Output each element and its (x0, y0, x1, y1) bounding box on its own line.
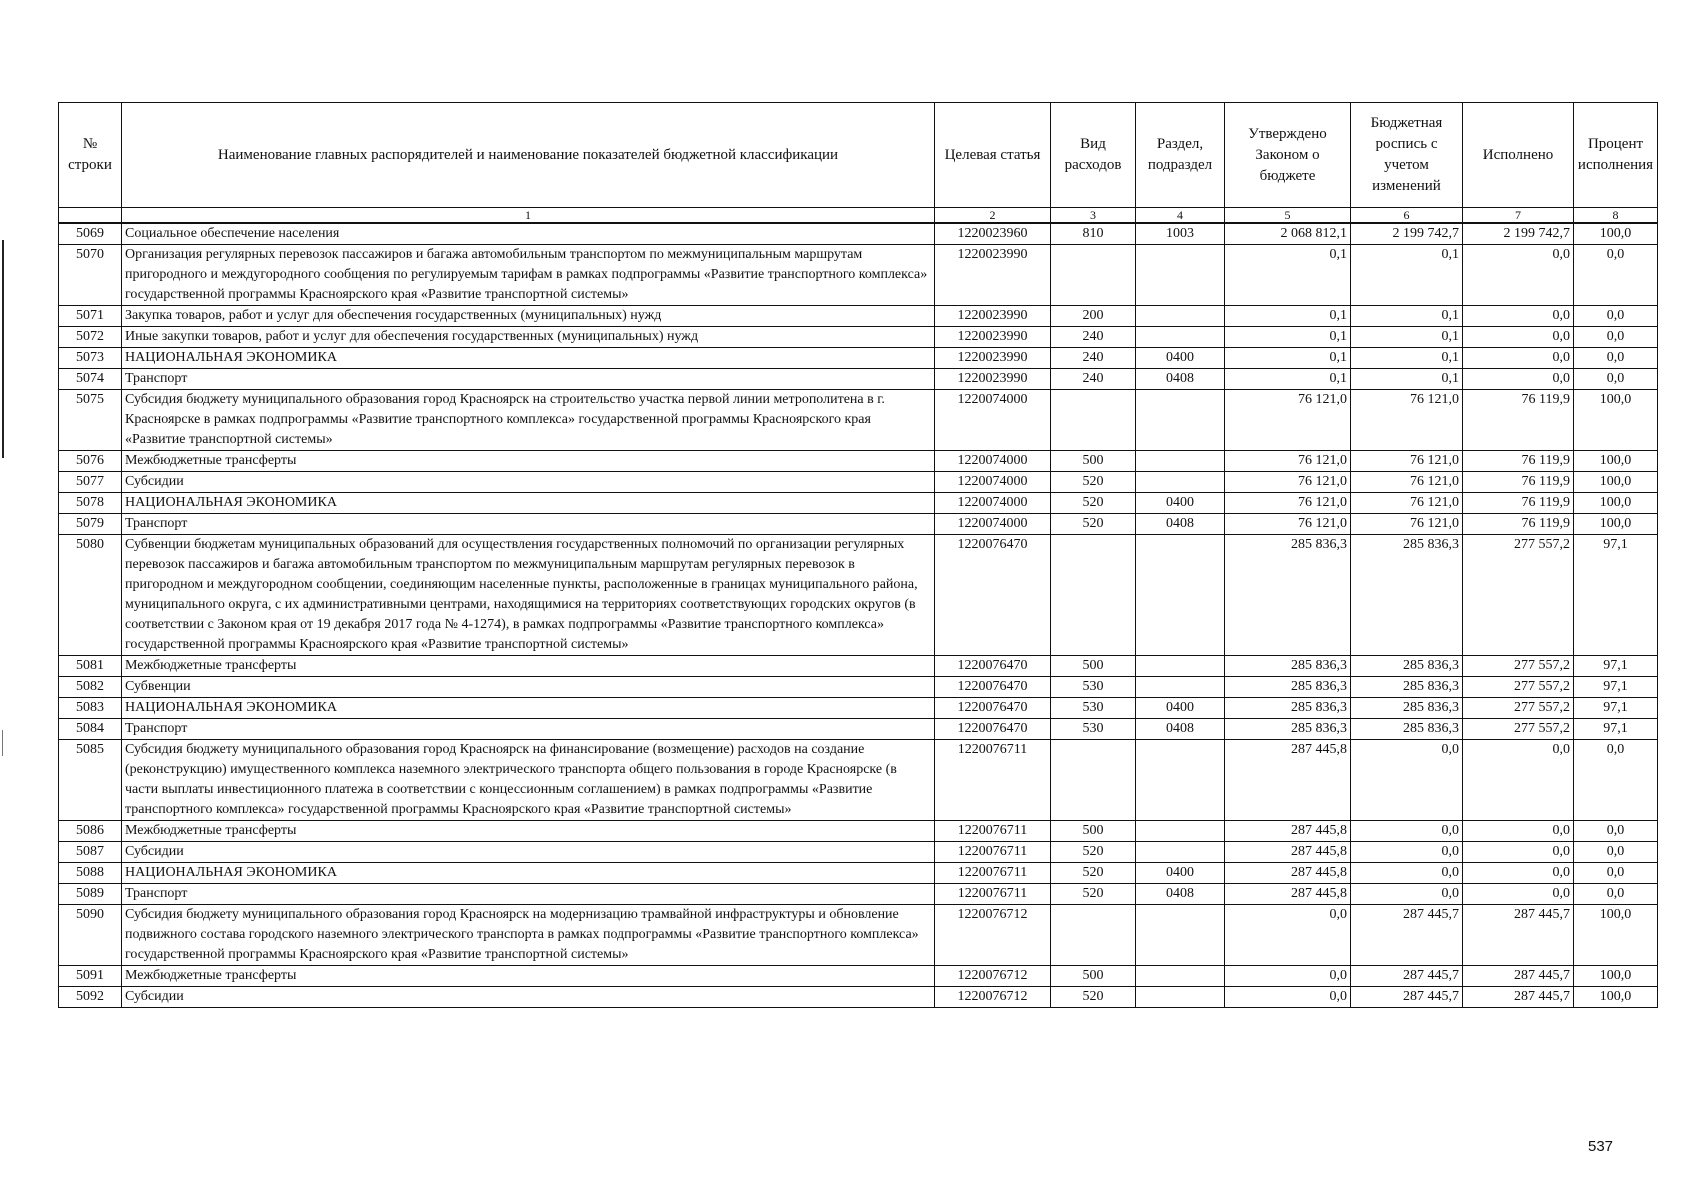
table-row (59, 514, 1658, 535)
section-cell (1136, 677, 1225, 698)
approved-cell: 0,1 (1225, 306, 1351, 327)
name-cell: НАЦИОНАЛЬНАЯ ЭКОНОМИКА (122, 863, 935, 884)
percent-cell: 100,0 (1574, 390, 1658, 451)
name-cell: Межбюджетные трансферты (122, 451, 935, 472)
executed-cell: 277 557,2 (1463, 656, 1574, 677)
column-number: 2 (935, 208, 1051, 224)
executed-cell: 0,0 (1463, 327, 1574, 348)
table-row (59, 884, 1658, 905)
expense-type-cell: 520 (1051, 514, 1136, 535)
expense-type-cell: 240 (1051, 327, 1136, 348)
approved-cell: 76 121,0 (1225, 451, 1351, 472)
section-cell (1136, 905, 1225, 966)
schedule-cell: 285 836,3 (1351, 677, 1463, 698)
name-cell: Субсидия бюджету муниципального образования город Красноярск на модернизацию трамвайной инфраструктуры и обновление подвижного состава городского наземного электрического транспорта в рамках подпрограммы «Развитие транспортного комплекса» государственной программы Красноярского края «Развитие транспортной системы» (122, 905, 935, 966)
percent-cell: 0,0 (1574, 884, 1658, 905)
expense-type-cell: 500 (1051, 656, 1136, 677)
row-number-cell: 5073 (59, 348, 122, 369)
expense-type-cell: 200 (1051, 306, 1136, 327)
name-cell: Организация регулярных перевозок пассажиров и багажа автомобильным транспортом по межмуниципальным маршрутам пригородного и междугородного сообщения по регулируемым тарифам в рамках подпрограммы «Развитие транспортного комплекса» государственной программы Красноярского края «Развитие транспортной системы» (122, 245, 935, 306)
expense-type-cell: 500 (1051, 451, 1136, 472)
percent-cell: 0,0 (1574, 842, 1658, 863)
table-row (59, 863, 1658, 884)
schedule-cell: 2 199 742,7 (1351, 223, 1463, 245)
executed-cell: 287 445,7 (1463, 987, 1574, 1008)
approved-cell: 0,1 (1225, 245, 1351, 306)
executed-cell: 0,0 (1463, 306, 1574, 327)
schedule-cell: 0,0 (1351, 863, 1463, 884)
table-row (59, 245, 1658, 306)
approved-cell: 287 445,8 (1225, 842, 1351, 863)
expense-type-cell: 500 (1051, 966, 1136, 987)
schedule-cell: 0,1 (1351, 306, 1463, 327)
scan-edge-mark (2, 730, 3, 756)
expense-type-cell: 530 (1051, 677, 1136, 698)
table-row (59, 306, 1658, 327)
table-row (59, 327, 1658, 348)
approved-cell: 2 068 812,1 (1225, 223, 1351, 245)
approved-cell: 0,1 (1225, 348, 1351, 369)
target-article-cell: 1220023990 (935, 348, 1051, 369)
table-row (59, 842, 1658, 863)
schedule-cell: 285 836,3 (1351, 535, 1463, 656)
row-number-cell: 5087 (59, 842, 122, 863)
percent-cell: 0,0 (1574, 245, 1658, 306)
percent-cell: 0,0 (1574, 306, 1658, 327)
approved-cell: 285 836,3 (1225, 535, 1351, 656)
row-number-cell: 5071 (59, 306, 122, 327)
row-number-cell: 5069 (59, 223, 122, 245)
target-article-cell: 1220076470 (935, 677, 1051, 698)
section-cell (1136, 306, 1225, 327)
header-approved: Утверждено Законом о бюджете (1225, 103, 1351, 208)
executed-cell: 0,0 (1463, 740, 1574, 821)
expense-type-cell (1051, 390, 1136, 451)
name-cell: НАЦИОНАЛЬНАЯ ЭКОНОМИКА (122, 493, 935, 514)
budget-table (58, 102, 1658, 1008)
expense-type-cell (1051, 905, 1136, 966)
executed-cell: 76 119,9 (1463, 514, 1574, 535)
target-article-cell: 1220023990 (935, 245, 1051, 306)
percent-cell: 97,1 (1574, 677, 1658, 698)
header-schedule: Бюджетная роспись с учетом изменений (1351, 103, 1463, 208)
target-article-cell: 1220074000 (935, 451, 1051, 472)
section-cell: 0400 (1136, 493, 1225, 514)
expense-type-cell: 520 (1051, 493, 1136, 514)
name-cell: НАЦИОНАЛЬНАЯ ЭКОНОМИКА (122, 348, 935, 369)
schedule-cell: 0,1 (1351, 327, 1463, 348)
name-cell: Иные закупки товаров, работ и услуг для обеспечения государственных (муниципальных) нужд (122, 327, 935, 348)
column-number: 5 (1225, 208, 1351, 224)
header-name: Наименование главных распорядителей и наименование показателей бюджетной классификации (122, 103, 935, 208)
section-cell: 0400 (1136, 863, 1225, 884)
header-row-number: № строки (59, 103, 122, 208)
section-cell (1136, 535, 1225, 656)
section-cell (1136, 451, 1225, 472)
expense-type-cell (1051, 740, 1136, 821)
schedule-cell: 76 121,0 (1351, 493, 1463, 514)
percent-cell: 0,0 (1574, 348, 1658, 369)
executed-cell: 76 119,9 (1463, 493, 1574, 514)
name-cell: Транспорт (122, 719, 935, 740)
name-cell: Субвенции бюджетам муниципальных образований для осуществления государственных полномочий по организации регулярных перевозок пассажиров и багажа автомобильным транспортом по межмуниципальным маршрутам регулярных перевозок в пригородном и междугородном сообщении, соединяющим населенные пункты, расположенные в границах муниципального района, муниципального округа, с их административными центрами, находящимися на территориях соответствующих городских округов (в соответствии с Законом края от 19 декабря 2017 года № 4-1274), в рамках подпрограммы «Развитие транспортного комплекса» государственной программы Красноярского края «Развитие транспортной системы» (122, 535, 935, 656)
section-cell: 0400 (1136, 348, 1225, 369)
expense-type-cell: 530 (1051, 719, 1136, 740)
executed-cell: 0,0 (1463, 369, 1574, 390)
table-row (59, 719, 1658, 740)
approved-cell: 287 445,8 (1225, 821, 1351, 842)
table-row (59, 698, 1658, 719)
row-number-cell: 5075 (59, 390, 122, 451)
row-number-cell: 5091 (59, 966, 122, 987)
row-number-cell: 5081 (59, 656, 122, 677)
column-number: 1 (122, 208, 935, 224)
expense-type-cell (1051, 535, 1136, 656)
row-number-cell: 5072 (59, 327, 122, 348)
schedule-cell: 76 121,0 (1351, 390, 1463, 451)
schedule-cell: 0,1 (1351, 369, 1463, 390)
name-cell: Транспорт (122, 514, 935, 535)
section-cell: 0408 (1136, 719, 1225, 740)
executed-cell: 0,0 (1463, 863, 1574, 884)
executed-cell: 0,0 (1463, 884, 1574, 905)
executed-cell: 287 445,7 (1463, 905, 1574, 966)
section-cell (1136, 327, 1225, 348)
target-article-cell: 1220076712 (935, 905, 1051, 966)
target-article-cell: 1220076470 (935, 656, 1051, 677)
table-row (59, 348, 1658, 369)
percent-cell: 0,0 (1574, 740, 1658, 821)
name-cell: Субсидия бюджету муниципального образования город Красноярск на финансирование (возмещение) расходов на создание (реконструкцию) имущественного комплекса наземного электрического транспорта общего пользования в городе Красноярске (в части выплаты инвестиционного платежа в соответствии с концессионным соглашением) в рамках подпрограммы «Развитие транспортного комплекса» государственной программы Красноярского края «Развитие транспортной системы» (122, 740, 935, 821)
expense-type-cell: 530 (1051, 698, 1136, 719)
row-number-cell: 5076 (59, 451, 122, 472)
target-article-cell: 1220076711 (935, 863, 1051, 884)
percent-cell: 100,0 (1574, 905, 1658, 966)
row-number-cell: 5086 (59, 821, 122, 842)
name-cell: Субсидии (122, 987, 935, 1008)
header-section: Раздел, подраздел (1136, 103, 1225, 208)
table-row (59, 656, 1658, 677)
target-article-cell: 1220076711 (935, 740, 1051, 821)
row-number-cell: 5092 (59, 987, 122, 1008)
row-number-cell: 5088 (59, 863, 122, 884)
percent-cell: 97,1 (1574, 719, 1658, 740)
section-cell (1136, 987, 1225, 1008)
section-cell (1136, 821, 1225, 842)
approved-cell: 0,0 (1225, 966, 1351, 987)
table-row (59, 369, 1658, 390)
target-article-cell: 1220076712 (935, 987, 1051, 1008)
schedule-cell: 0,0 (1351, 884, 1463, 905)
schedule-cell: 285 836,3 (1351, 719, 1463, 740)
row-number-cell: 5080 (59, 535, 122, 656)
schedule-cell: 287 445,7 (1351, 987, 1463, 1008)
schedule-cell: 0,1 (1351, 245, 1463, 306)
target-article-cell: 1220076470 (935, 698, 1051, 719)
schedule-cell: 76 121,0 (1351, 451, 1463, 472)
target-article-cell: 1220074000 (935, 514, 1051, 535)
expense-type-cell: 520 (1051, 842, 1136, 863)
expense-type-cell: 520 (1051, 472, 1136, 493)
schedule-cell: 0,1 (1351, 348, 1463, 369)
schedule-cell: 285 836,3 (1351, 698, 1463, 719)
target-article-cell: 1220023960 (935, 223, 1051, 245)
section-cell: 0408 (1136, 884, 1225, 905)
column-number: 3 (1051, 208, 1136, 224)
approved-cell: 76 121,0 (1225, 514, 1351, 535)
expense-type-cell: 500 (1051, 821, 1136, 842)
row-number-cell: 5084 (59, 719, 122, 740)
table-row (59, 740, 1658, 821)
approved-cell: 287 445,8 (1225, 740, 1351, 821)
approved-cell: 0,0 (1225, 987, 1351, 1008)
target-article-cell: 1220074000 (935, 390, 1051, 451)
approved-cell: 76 121,0 (1225, 390, 1351, 451)
name-cell: Субвенции (122, 677, 935, 698)
expense-type-cell: 520 (1051, 884, 1136, 905)
header-executed: Исполнено (1463, 103, 1574, 208)
name-cell: Субсидии (122, 842, 935, 863)
scan-edge-mark (2, 240, 4, 458)
approved-cell: 0,0 (1225, 905, 1351, 966)
column-number-row (59, 208, 1658, 224)
approved-cell: 76 121,0 (1225, 493, 1351, 514)
name-cell: Транспорт (122, 369, 935, 390)
header-percent: Процент исполнения (1574, 103, 1658, 208)
row-number-cell: 5089 (59, 884, 122, 905)
schedule-cell: 0,0 (1351, 842, 1463, 863)
percent-cell: 100,0 (1574, 223, 1658, 245)
executed-cell: 0,0 (1463, 245, 1574, 306)
schedule-cell: 76 121,0 (1351, 472, 1463, 493)
name-cell: Межбюджетные трансферты (122, 966, 935, 987)
table-row (59, 987, 1658, 1008)
section-cell (1136, 656, 1225, 677)
name-cell: НАЦИОНАЛЬНАЯ ЭКОНОМИКА (122, 698, 935, 719)
column-number: 4 (1136, 208, 1225, 224)
executed-cell: 76 119,9 (1463, 472, 1574, 493)
column-number: 7 (1463, 208, 1574, 224)
table-body (59, 223, 1658, 1008)
percent-cell: 97,1 (1574, 656, 1658, 677)
name-cell: Межбюджетные трансферты (122, 656, 935, 677)
approved-cell: 285 836,3 (1225, 656, 1351, 677)
approved-cell: 285 836,3 (1225, 719, 1351, 740)
schedule-cell: 0,0 (1351, 821, 1463, 842)
column-number: 6 (1351, 208, 1463, 224)
percent-cell: 97,1 (1574, 698, 1658, 719)
approved-cell: 287 445,8 (1225, 884, 1351, 905)
header-expense-type: Вид расходов (1051, 103, 1136, 208)
column-number (59, 208, 122, 224)
executed-cell: 0,0 (1463, 842, 1574, 863)
approved-cell: 285 836,3 (1225, 698, 1351, 719)
table-row (59, 677, 1658, 698)
table-row (59, 390, 1658, 451)
row-number-cell: 5090 (59, 905, 122, 966)
expense-type-cell: 240 (1051, 348, 1136, 369)
section-cell (1136, 472, 1225, 493)
table-header (59, 103, 1658, 224)
table-row (59, 223, 1658, 245)
section-cell: 0400 (1136, 698, 1225, 719)
schedule-cell: 76 121,0 (1351, 514, 1463, 535)
row-number-cell: 5082 (59, 677, 122, 698)
schedule-cell: 0,0 (1351, 740, 1463, 821)
row-number-cell: 5083 (59, 698, 122, 719)
target-article-cell: 1220076470 (935, 535, 1051, 656)
section-cell: 0408 (1136, 514, 1225, 535)
percent-cell: 100,0 (1574, 493, 1658, 514)
row-number-cell: 5070 (59, 245, 122, 306)
percent-cell: 0,0 (1574, 863, 1658, 884)
approved-cell: 0,1 (1225, 327, 1351, 348)
percent-cell: 100,0 (1574, 966, 1658, 987)
section-cell (1136, 966, 1225, 987)
page-number: 537 (1588, 1138, 1614, 1155)
section-cell: 0408 (1136, 369, 1225, 390)
executed-cell: 277 557,2 (1463, 677, 1574, 698)
schedule-cell: 285 836,3 (1351, 656, 1463, 677)
row-number-cell: 5077 (59, 472, 122, 493)
approved-cell: 285 836,3 (1225, 677, 1351, 698)
name-cell: Субсидия бюджету муниципального образования город Красноярск на строительство участка первой линии метрополитена в г. Красноярске в рамках подпрограммы «Развитие транспортного комплекса» государственной программы Красноярского края «Развитие транспортной системы» (122, 390, 935, 451)
executed-cell: 277 557,2 (1463, 535, 1574, 656)
approved-cell: 76 121,0 (1225, 472, 1351, 493)
percent-cell: 0,0 (1574, 369, 1658, 390)
table-row (59, 905, 1658, 966)
table-row (59, 966, 1658, 987)
executed-cell: 277 557,2 (1463, 698, 1574, 719)
section-cell (1136, 740, 1225, 821)
row-number-cell: 5085 (59, 740, 122, 821)
expense-type-cell: 810 (1051, 223, 1136, 245)
schedule-cell: 287 445,7 (1351, 905, 1463, 966)
approved-cell: 287 445,8 (1225, 863, 1351, 884)
section-cell (1136, 245, 1225, 306)
target-article-cell: 1220076711 (935, 884, 1051, 905)
expense-type-cell: 520 (1051, 863, 1136, 884)
schedule-cell: 287 445,7 (1351, 966, 1463, 987)
executed-cell: 76 119,9 (1463, 390, 1574, 451)
executed-cell: 0,0 (1463, 348, 1574, 369)
percent-cell: 100,0 (1574, 987, 1658, 1008)
percent-cell: 0,0 (1574, 327, 1658, 348)
table-row (59, 451, 1658, 472)
percent-cell: 97,1 (1574, 535, 1658, 656)
row-number-cell: 5074 (59, 369, 122, 390)
expense-type-cell: 520 (1051, 987, 1136, 1008)
name-cell: Субсидии (122, 472, 935, 493)
table-row (59, 535, 1658, 656)
target-article-cell: 1220076712 (935, 966, 1051, 987)
executed-cell: 0,0 (1463, 821, 1574, 842)
percent-cell: 100,0 (1574, 451, 1658, 472)
table-row (59, 472, 1658, 493)
section-cell (1136, 842, 1225, 863)
target-article-cell: 1220023990 (935, 306, 1051, 327)
row-number-cell: 5079 (59, 514, 122, 535)
percent-cell: 100,0 (1574, 514, 1658, 535)
target-article-cell: 1220023990 (935, 327, 1051, 348)
target-article-cell: 1220076711 (935, 842, 1051, 863)
percent-cell: 0,0 (1574, 821, 1658, 842)
approved-cell: 0,1 (1225, 369, 1351, 390)
target-article-cell: 1220023990 (935, 369, 1051, 390)
executed-cell: 2 199 742,7 (1463, 223, 1574, 245)
name-cell: Транспорт (122, 884, 935, 905)
name-cell: Закупка товаров, работ и услуг для обеспечения государственных (муниципальных) нужд (122, 306, 935, 327)
target-article-cell: 1220076470 (935, 719, 1051, 740)
header-target-article: Целевая статья (935, 103, 1051, 208)
target-article-cell: 1220074000 (935, 472, 1051, 493)
section-cell (1136, 390, 1225, 451)
expense-type-cell: 240 (1051, 369, 1136, 390)
percent-cell: 100,0 (1574, 472, 1658, 493)
name-cell: Межбюджетные трансферты (122, 821, 935, 842)
table-row (59, 821, 1658, 842)
executed-cell: 287 445,7 (1463, 966, 1574, 987)
target-article-cell: 1220074000 (935, 493, 1051, 514)
row-number-cell: 5078 (59, 493, 122, 514)
header-row (59, 103, 1658, 208)
table-row (59, 493, 1658, 514)
column-number: 8 (1574, 208, 1658, 224)
target-article-cell: 1220076711 (935, 821, 1051, 842)
expense-type-cell (1051, 245, 1136, 306)
name-cell: Социальное обеспечение населения (122, 223, 935, 245)
executed-cell: 76 119,9 (1463, 451, 1574, 472)
executed-cell: 277 557,2 (1463, 719, 1574, 740)
section-cell: 1003 (1136, 223, 1225, 245)
